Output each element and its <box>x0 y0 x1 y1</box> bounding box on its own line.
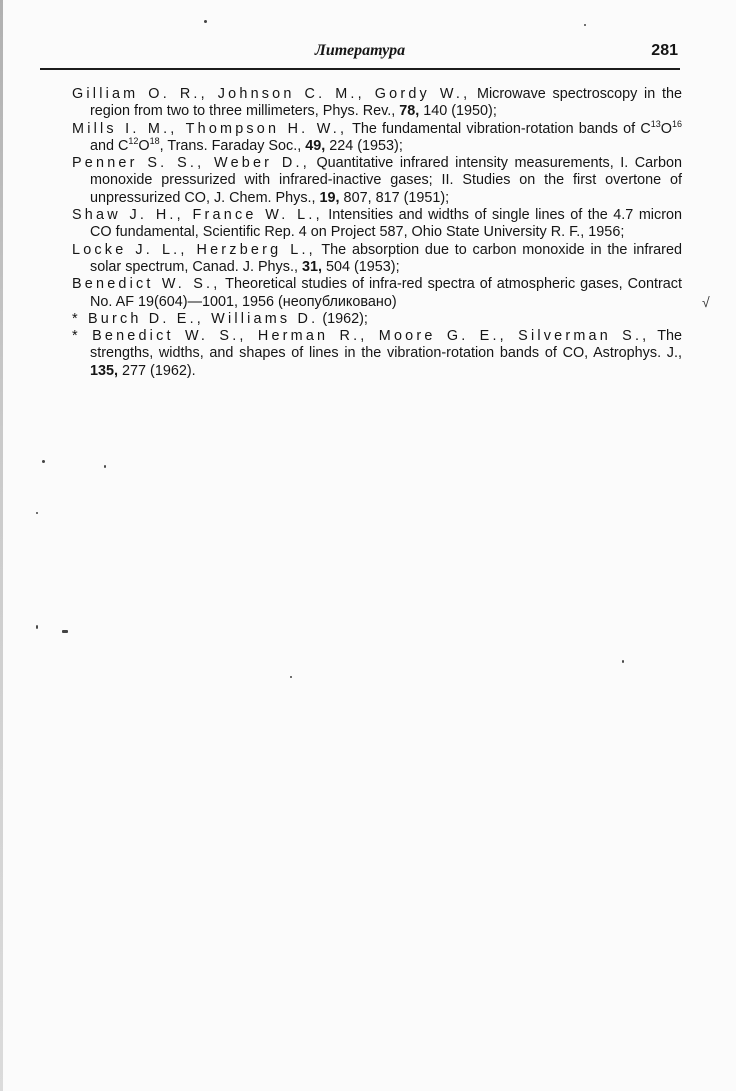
reference-tail: 140 (1950); <box>419 103 497 120</box>
reference-tail: 504 (1953); <box>321 258 400 275</box>
reference-tail: 224 (1953); <box>325 137 403 154</box>
scan-speck <box>204 20 207 23</box>
scan-speck <box>36 625 38 629</box>
scan-speck <box>104 465 106 468</box>
reference-text: The absorption due to carbon monoxide in the infrared solar spectrum, Canad. J. Phys., <box>90 241 682 275</box>
running-title: Литература <box>314 42 406 59</box>
reference-text: and C <box>90 137 129 154</box>
isotope-superscript: 12 <box>128 136 139 147</box>
isotope-superscript: 16 <box>671 118 682 129</box>
scan-speck <box>290 676 292 678</box>
margin-check-mark: √ <box>702 294 710 310</box>
reference-volume: 135, <box>90 362 119 379</box>
reference-text: Quantitative infrared intensity measurements, I. Carbon monoxide pressurized with infrared-inactive gases; II. Studies on the first overtone of unpressurized CO, J. Chem. Phys., <box>90 155 682 206</box>
isotope-superscript: 13 <box>650 118 661 129</box>
reference-text: Theoretical studies of infra-red spectra of atmospheric gases, Contract No. AF 19(604)—1001, 1956 (неопубликовано) <box>90 276 682 310</box>
page-edge-shadow <box>0 0 3 1091</box>
reference-text: Intensities and widths of single lines of the 4.7 micron CO fundamental, Scientific Rep. 4 on Project 587, Ohio State University R. F., 1956; <box>90 207 682 241</box>
reference-list <box>72 86 682 380</box>
reference-item <box>72 276 682 311</box>
reference-item <box>72 86 682 121</box>
reference-item <box>72 118 682 156</box>
reference-authors: Gilliam O. R., Johnson C. M., Gordy W., <box>72 86 471 102</box>
reference-volume: 19, <box>319 189 340 206</box>
reference-item <box>72 155 682 207</box>
reference-text: O <box>138 137 150 154</box>
reference-item <box>72 328 682 380</box>
scan-speck <box>62 630 68 633</box>
reference-authors: * Benedict W. S., Herman R., Moore G. E., Silverman S., <box>72 328 650 345</box>
reference-text: (1962); <box>318 310 368 327</box>
scan-speck <box>584 24 586 26</box>
reference-text: The fundamental vibration-rotation bands of C <box>347 120 651 137</box>
reference-volume: 31, <box>301 258 322 275</box>
reference-volume: 49, <box>305 137 326 154</box>
reference-tail: 277 (1962). <box>118 362 196 379</box>
scan-speck <box>622 660 624 663</box>
reference-text: Microwave spectroscopy in the region from two to three millimeters, Phys. Rev., <box>90 86 682 120</box>
isotope-superscript: 18 <box>149 136 160 147</box>
page-header <box>40 42 680 70</box>
reference-tail: 807, 817 (1951); <box>339 189 450 206</box>
reference-authors: Shaw J. H., France W. L., <box>72 207 323 224</box>
scan-speck <box>42 460 45 463</box>
reference-authors: * Burch D. E., Williams D. <box>72 310 319 327</box>
reference-volume: 78, <box>399 103 420 120</box>
reference-item <box>72 311 682 328</box>
reference-item <box>72 207 682 242</box>
reference-text: O <box>660 120 672 137</box>
page-number: 281 <box>651 42 678 59</box>
reference-text: , Trans. Faraday Soc., <box>159 137 306 154</box>
reference-authors: Locke J. L., Herzberg L., <box>72 241 316 258</box>
reference-authors: Mills I. M., Thompson H. W., <box>72 120 348 137</box>
reference-text: The strengths, widths, and shapes of lines in the vibration-rotation bands of CO, Astrophys. J., <box>90 328 682 362</box>
reference-item <box>72 242 682 277</box>
reference-authors: Penner S. S., Weber D., <box>72 155 310 172</box>
scan-speck <box>36 512 38 514</box>
reference-authors: Benedict W. S., <box>72 276 221 293</box>
